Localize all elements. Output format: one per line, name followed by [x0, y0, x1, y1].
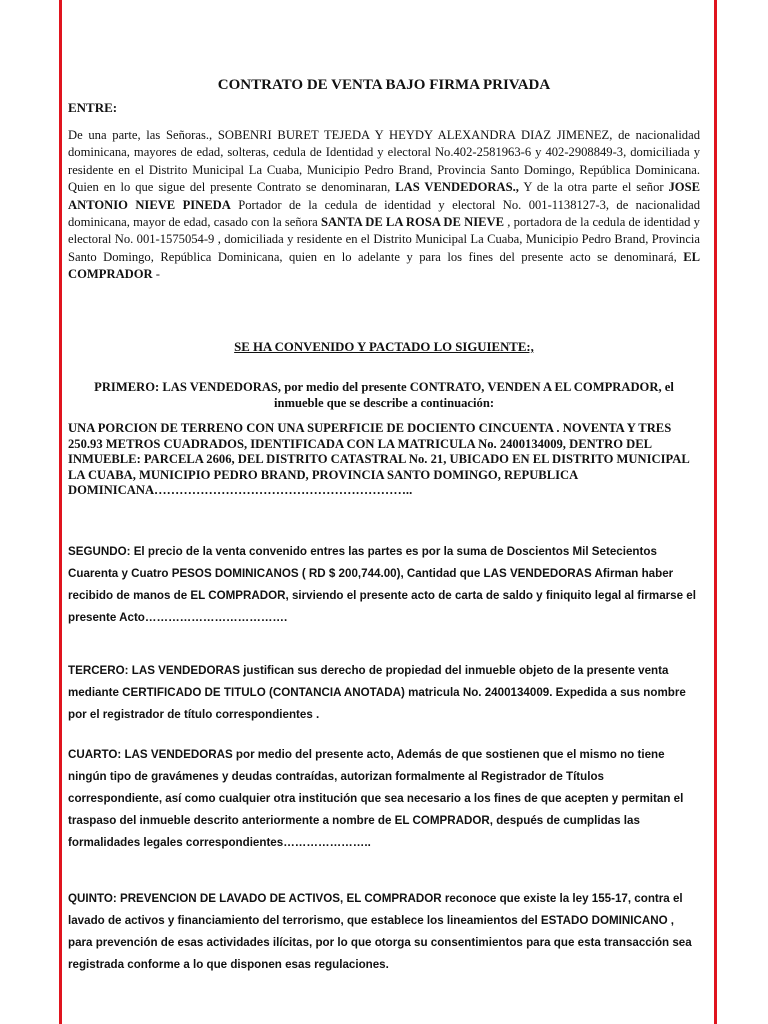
parties-text: Portador de la cedula de identidad y electoral No. 001-1138127-3, de nacionalidad dominicana, mayor de edad, casado con la señora: [68, 197, 700, 230]
parties-text: De una parte, las Señoras., SOBENRI BURET TEJEDA Y HEYDY ALEXANDRA DIAZ JIMENEZ, de nacionalidad dominicana, mayores de edad, solteras, cedula de Identidad y electoral No.402-2581963-6 y 402-2908849-3, domiciliada y residente en el Distrito Municipal La Cuaba, Municipio Pedro Brand, Provincia Santo Domingo, República Dominicana. Quien en lo que sigue del presente Contrato se denominaran,: [68, 128, 700, 195]
clause-segundo: SEGUNDO: El precio de la venta convenido entres las partes es por la suma de Doscientos Mil Setecientos Cuarenta y Cuatro PESOS DOMINICANOS ( RD $ 200,744.00), Cantidad que LAS VENDEDORAS Afirman haber recibido de manos de EL COMPRADOR, sirviendo el presente acto de carta de saldo y finiquito legal al firmarse el presente Acto……………………………….: [68, 545, 696, 624]
clause-primero: PRIMERO: LAS VENDEDORAS, por medio del presente CONTRATO, VENDEN A EL COMPRADOR, el inmueble que se describe a continuación:: [94, 380, 674, 410]
agreement-heading: SE HA CONVENIDO Y PACTADO LO SIGUIENTE:,: [234, 340, 534, 354]
party-name: EL COMPRADOR: [68, 249, 700, 282]
parties-text: -: [152, 267, 160, 282]
clause-cuarto: CUARTO: LAS VENDEDORAS por medio del presente acto, Además de que sostienen que el mismo no tiene ningún tipo de gravámenes y deudas contraídas, autorizan formalmente al Registrador de Títulos correspondiente, así como cualquier otra institución que sea necesario a los fines de que acepten y permitan el traspaso del inmueble descrito anteriormente a nombre de EL COMPRADOR, después de cumplidas las formalidades legales correspondientes…………………..: [68, 748, 684, 849]
parties-text: Y de la otra parte el señor: [518, 180, 669, 195]
document-title: CONTRATO DE VENTA BAJO FIRMA PRIVADA: [217, 77, 551, 93]
party-name: LAS VENDEDORAS.,: [395, 180, 519, 195]
property-description: UNA PORCION DE TERRENO CON UNA SUPERFICIE DE DOCIENTO CINCUENTA . NOVENTA Y TRES 250.93 METROS CUADRADOS, IDENTIFICADA CON LA MATRICULA No. 2400134009, DENTRO DEL INMUEBLE: PARCELA 2606, DEL DISTRITO CATASTRAL No. 21, UBICADO EN EL DISTRITO MUNICIPAL LA CUABA, MUNICIPIO PEDRO BRAND, PROVINCIA SANTO DOMINGO, REPUBLICA DOMINICANA……………………………………………………..: [68, 421, 690, 497]
party-name: JOSE ANTONIO NIEVE PINEDA: [68, 180, 700, 212]
party-name: SANTA DE LA ROSA DE NIEVE: [320, 215, 505, 230]
right-margin-rule: [714, 0, 717, 1024]
entre-heading: ENTRE:: [68, 100, 118, 115]
left-margin-rule: [59, 0, 62, 1024]
parties-text: , portadora de la cedula de identidad y electoral No. 001-1575054-9 , domiciliada y residente en el Distrito Municipal La Cuaba, Municipio Pedro Brand, Provincia Santo Domingo, República Dominicana, quien en lo adelante y para los fines del presente acto se denominará,: [68, 215, 700, 264]
clause-tercero: TERCERO: LAS VENDEDORAS justifican sus derecho de propiedad del inmueble objeto de la presente venta mediante CERTIFICADO DE TITULO (CONTANCIA ANOTADA) matricula No. 2400134009. Expedida a sus nombre por el registrador de título correspondientes .: [68, 664, 686, 721]
parties-paragraph: [68, 127, 700, 284]
clause-quinto: QUINTO: PREVENCION DE LAVADO DE ACTIVOS, EL COMPRADOR reconoce que existe la ley 155-17, contra el lavado de activos y financiamiento del terrorismo, que establece los lineamientos del ESTADO DOMINICANO , para prevención de esas actividades ilícitas, por lo que otorga su consentimientos para que esta transacción sea registrada conforme a lo que disponen esas regulaciones.: [68, 892, 692, 971]
